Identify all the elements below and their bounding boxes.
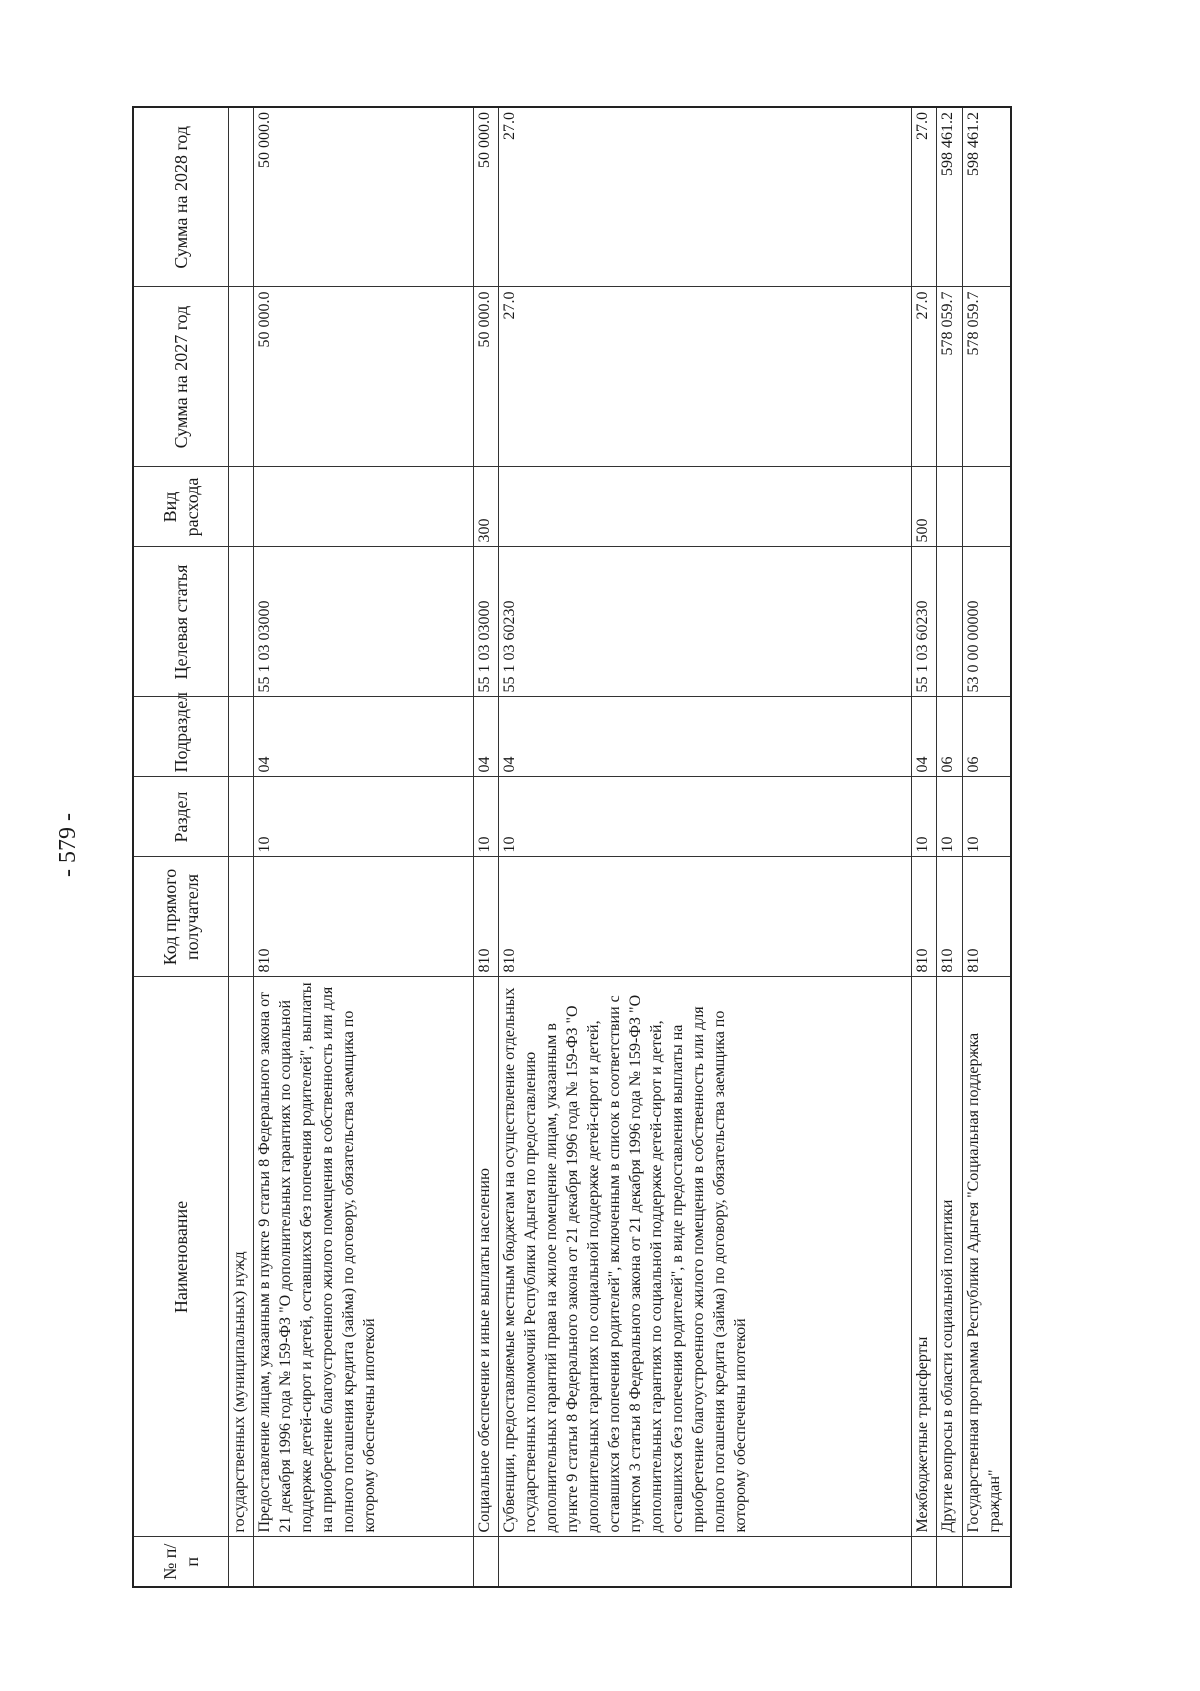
cell-section: 10 bbox=[499, 777, 911, 857]
cell-sum-2028: 27.0 bbox=[911, 107, 936, 287]
cell-section: 10 bbox=[937, 777, 962, 857]
table-row bbox=[253, 107, 473, 1587]
cell-target-article bbox=[228, 547, 253, 697]
cell-recipient-code: 810 bbox=[253, 857, 473, 977]
cell-expense-type bbox=[253, 467, 473, 547]
cell-expense-type bbox=[499, 467, 911, 547]
cell-recipient-code: 810 bbox=[499, 857, 911, 977]
header-sum-2028: Сумма на 2028 год bbox=[133, 107, 228, 287]
cell-name: Субвенции, предоставляемые местным бюджетам на осуществление отдельных государственных полномочий Республики Адыгея по предоставлению дополнительных гарантий права на жилое помещение лицам, указанным в пункте 9 статьи 8 Федерального закона от 21 декабря 1996 года № 159-ФЗ "О дополнительных гарантиях по социальной поддержке детей-сирот и детей, оставшихся без попечения родителей", включенным в список в соответствии с пунктом 3 статьи 8 Федерального закона от 21 декабря 1996 года № 159-ФЗ "О дополнительных гарантиях по социальной поддержке детей-сирот и детей, оставшихся без попечения родителей", в виде предоставления выплаты на приобретение благоустроенного жилого помещения в собственность или для полного погашения кредита (займа) по договору, обязательства заемщика по которому обеспечены ипотекой bbox=[499, 977, 911, 1537]
cell-sum-2028: 598 461.2 bbox=[962, 107, 1011, 287]
header-row bbox=[133, 107, 228, 1587]
cell-name: Другие вопросы в области социальной политики bbox=[937, 977, 962, 1537]
cell-sum-2028: 27.0 bbox=[499, 107, 911, 287]
cell-name: Государственная программа Республики Адыгея "Социальная поддержка граждан" bbox=[962, 977, 1011, 1537]
table-row bbox=[473, 107, 498, 1587]
header-sum-2027: Сумма на 2027 год bbox=[133, 287, 228, 467]
cell-target-article bbox=[937, 547, 962, 697]
cell-subsection: 04 bbox=[911, 697, 936, 777]
cell-recipient-code bbox=[228, 857, 253, 977]
cell-section: 10 bbox=[253, 777, 473, 857]
table-row bbox=[911, 107, 936, 1587]
cell-target-article: 55 1 03 60230 bbox=[911, 547, 936, 697]
cell-sum-2028: 598 461.2 bbox=[937, 107, 962, 287]
cell-section: 10 bbox=[962, 777, 1011, 857]
cell-section: 10 bbox=[473, 777, 498, 857]
cell-num bbox=[499, 1537, 911, 1587]
cell-sum-2028 bbox=[228, 107, 253, 287]
table-row bbox=[962, 107, 1011, 1587]
cell-expense-type bbox=[962, 467, 1011, 547]
cell-num bbox=[911, 1537, 936, 1587]
cell-subsection: 06 bbox=[962, 697, 1011, 777]
cell-target-article: 55 1 03 03000 bbox=[253, 547, 473, 697]
cell-sum-2027: 27.0 bbox=[499, 287, 911, 467]
cell-target-article: 55 1 03 03000 bbox=[473, 547, 498, 697]
cell-name: Межбюджетные трансферты bbox=[911, 977, 936, 1537]
header-section: Раздел bbox=[133, 777, 228, 857]
cell-num bbox=[962, 1537, 1011, 1587]
budget-table-rotated bbox=[132, 108, 1012, 1588]
cell-num bbox=[473, 1537, 498, 1587]
cell-target-article: 53 0 00 00000 bbox=[962, 547, 1011, 697]
table-row bbox=[228, 107, 253, 1587]
cell-name: Предоставление лицам, указанным в пункте 9 статьи 8 Федерального закона от 21 декабря 1996 года № 159-ФЗ "О дополнительных гарантиях по социальной поддержке детей-сирот и детей, оставшихся без попечения родителей", выплаты на приобретение благоустроенного жилого помещения в собственность или для полного погашения кредита (займа) по договору, обязательства заемщика по которому обеспечены ипотекой bbox=[253, 977, 473, 1537]
cell-subsection: 06 bbox=[937, 697, 962, 777]
cell-recipient-code: 810 bbox=[962, 857, 1011, 977]
header-recipient-code: Код прямого получателя bbox=[133, 857, 228, 977]
cell-recipient-code: 810 bbox=[911, 857, 936, 977]
cell-sum-2028: 50 000.0 bbox=[253, 107, 473, 287]
cell-subsection: 04 bbox=[253, 697, 473, 777]
cell-name: Социальное обеспечение и иные выплаты населению bbox=[473, 977, 498, 1537]
table-row bbox=[937, 107, 962, 1587]
cell-sum-2027: 578 059.7 bbox=[962, 287, 1011, 467]
cell-sum-2027: 50 000.0 bbox=[473, 287, 498, 467]
cell-subsection bbox=[228, 697, 253, 777]
cell-name: государственных (муниципальных) нужд bbox=[228, 977, 253, 1537]
header-num: № п/п bbox=[133, 1537, 228, 1587]
cell-sum-2027: 578 059.7 bbox=[937, 287, 962, 467]
cell-recipient-code: 810 bbox=[473, 857, 498, 977]
cell-recipient-code: 810 bbox=[937, 857, 962, 977]
header-expense-type: Вид расхода bbox=[133, 467, 228, 547]
cell-sum-2027: 27.0 bbox=[911, 287, 936, 467]
cell-expense-type bbox=[228, 467, 253, 547]
budget-table bbox=[132, 106, 1012, 1588]
cell-num bbox=[228, 1537, 253, 1587]
cell-sum-2027 bbox=[228, 287, 253, 467]
cell-target-article: 55 1 03 60230 bbox=[499, 547, 911, 697]
header-target-article: Целевая статья bbox=[133, 547, 228, 697]
table-row bbox=[499, 107, 911, 1587]
cell-num bbox=[253, 1537, 473, 1587]
cell-num bbox=[937, 1537, 962, 1587]
header-name: Наименование bbox=[133, 977, 228, 1537]
cell-expense-type: 300 bbox=[473, 467, 498, 547]
cell-sum-2028: 50 000.0 bbox=[473, 107, 498, 287]
cell-expense-type bbox=[937, 467, 962, 547]
cell-subsection: 04 bbox=[499, 697, 911, 777]
cell-expense-type: 500 bbox=[911, 467, 936, 547]
cell-sum-2027: 50 000.0 bbox=[253, 287, 473, 467]
cell-section: 10 bbox=[911, 777, 936, 857]
cell-subsection: 04 bbox=[473, 697, 498, 777]
header-subsection: Подраздел bbox=[133, 697, 228, 777]
page-number: - 579 - bbox=[55, 813, 81, 877]
cell-section bbox=[228, 777, 253, 857]
